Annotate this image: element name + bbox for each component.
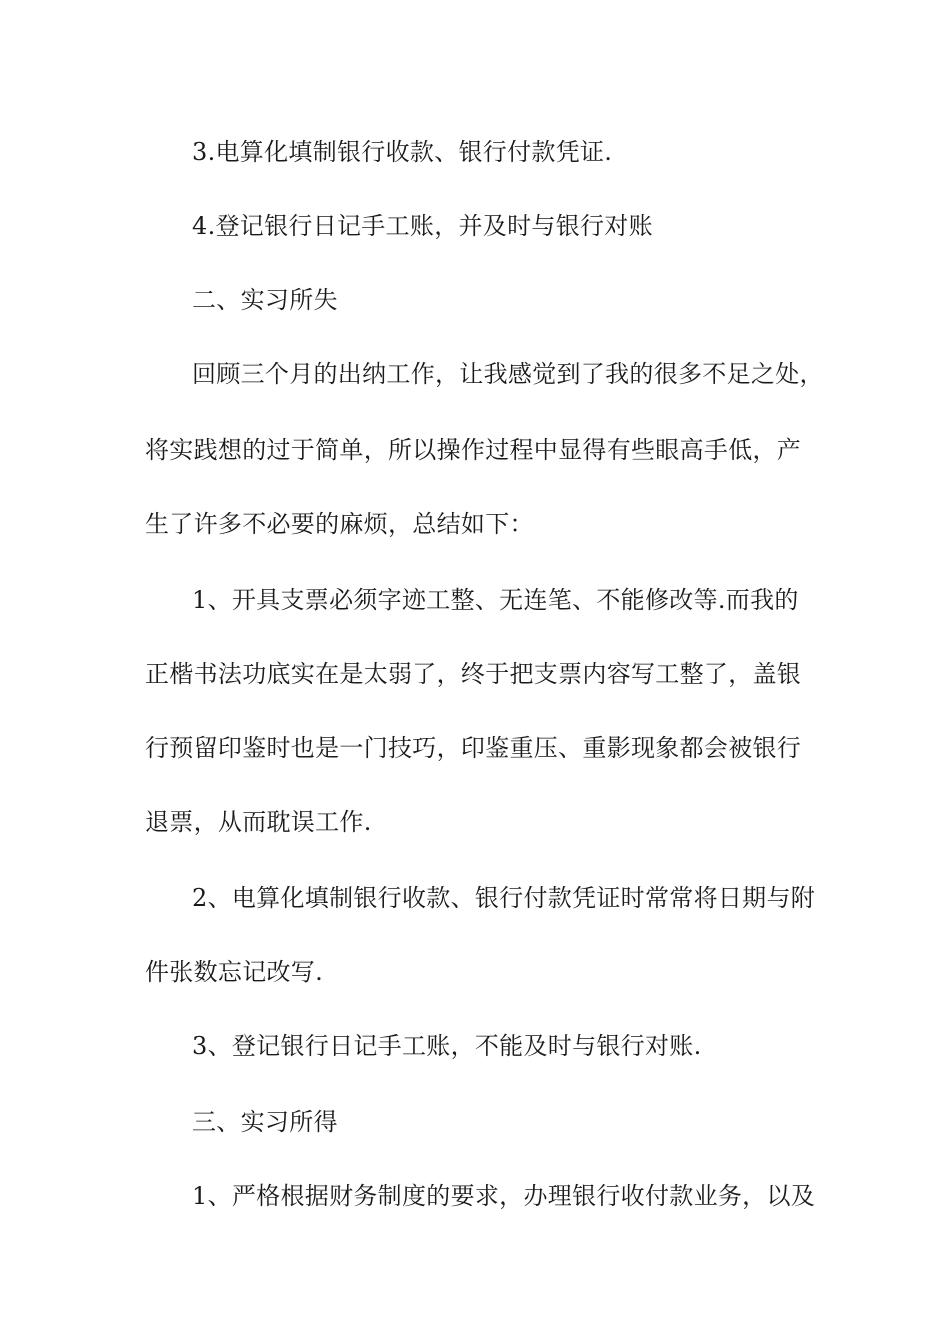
- text-line-1: 3.电算化填制银行收款、银行付款凭证.: [192, 138, 613, 166]
- section-heading-2: 二、实习所失: [192, 286, 338, 314]
- paragraph-line: 生了许多不必要的麻烦，总结如下：: [145, 510, 534, 538]
- list-item-line: 1、开具支票必须字迹工整、无连笔、不能修改等.而我的: [192, 586, 799, 614]
- paragraph-line: 回顾三个月的出纳工作，让我感觉到了我的很多不足之处，: [192, 360, 824, 388]
- text-line-2: 4.登记银行日记手工账，并及时与银行对账: [192, 212, 653, 240]
- list-item-line: 3、登记银行日记手工账，不能及时与银行对账.: [192, 1032, 702, 1060]
- paragraph-line: 将实践想的过于简单，所以操作过程中显得有些眼高手低，产: [145, 436, 802, 464]
- list-item-line: 1、严格根据财务制度的要求，办理银行收付款业务，以及: [192, 1182, 816, 1210]
- list-item-line: 正楷书法功底实在是太弱了，终于把支票内容写工整了，盖银: [145, 660, 802, 688]
- section-heading-3: 三、实习所得: [192, 1108, 338, 1136]
- list-item-line: 2、电算化填制银行收款、银行付款凭证时常常将日期与附: [192, 884, 816, 912]
- list-item-line: 件张数忘记改写.: [145, 958, 324, 986]
- list-item-line: 行预留印鉴时也是一门技巧，印鉴重压、重影现象都会被银行: [145, 734, 802, 762]
- list-item-line: 退票，从而耽误工作.: [145, 808, 372, 836]
